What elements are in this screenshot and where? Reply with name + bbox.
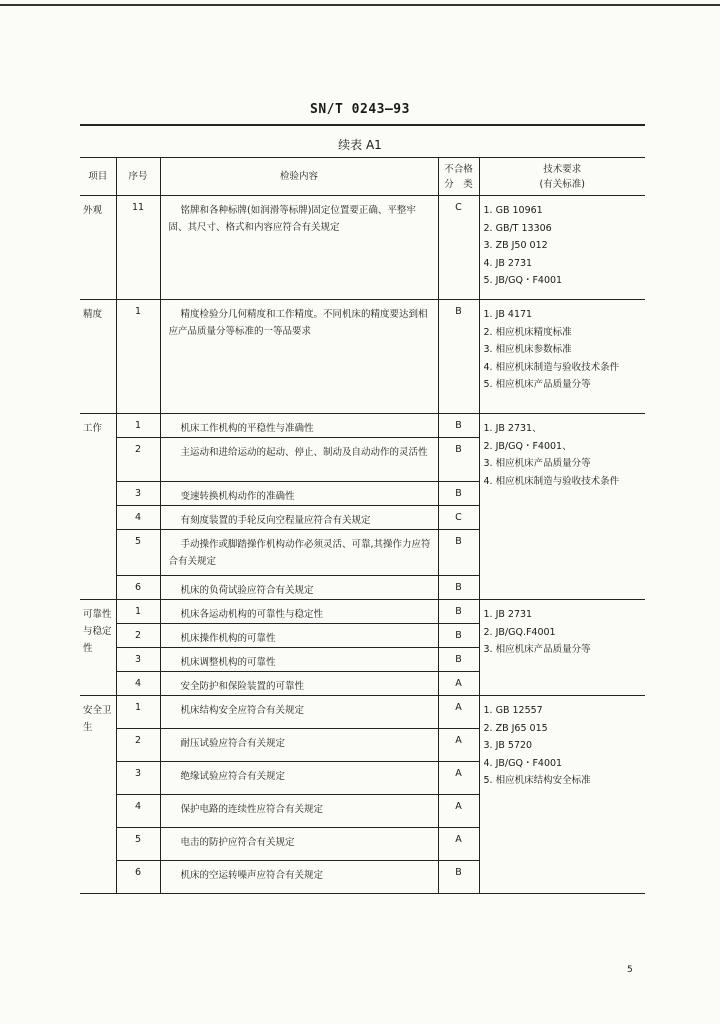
requirement-item: 5. 相应机床产品质量分等 <box>483 379 591 390</box>
content-cell: 手动操作或脚踏操作机构动作必须灵活、可靠,其操作力应符合有关规定 <box>160 530 438 576</box>
content-cell: 机床工作机构的平稳性与准确性 <box>160 414 438 438</box>
table-row <box>80 414 645 438</box>
class-cell: B <box>438 861 479 894</box>
requirement-item: 3. ZB J50 012 <box>483 240 548 251</box>
serial-cell: 5 <box>116 530 160 576</box>
serial-cell: 1 <box>116 414 160 438</box>
content-cell: 保护电路的连续性应符合有关规定 <box>160 795 438 828</box>
col-header-item: 项目 <box>80 158 116 196</box>
requirements-cell <box>479 300 645 414</box>
class-cell: A <box>438 762 479 795</box>
col-header-content: 检验内容 <box>160 158 438 196</box>
table-row <box>80 300 645 414</box>
requirement-item: 1. JB 2731 <box>483 609 533 620</box>
category-cell: 工作 <box>80 414 116 600</box>
serial-cell: 4 <box>116 506 160 530</box>
serial-cell: 1 <box>116 696 160 729</box>
class-cell: B <box>438 576 479 600</box>
content-cell: 电击的防护应符合有关规定 <box>160 828 438 861</box>
class-cell: A <box>438 828 479 861</box>
class-cell: B <box>438 648 479 672</box>
requirement-item: 2. 相应机床精度标准 <box>483 326 572 338</box>
serial-cell: 2 <box>116 438 160 482</box>
serial-cell: 4 <box>116 672 160 696</box>
requirement-item: 4. JB/GQ・F4001 <box>483 757 563 769</box>
serial-cell: 5 <box>116 828 160 861</box>
content-cell: 机床各运动机构的可靠性与稳定性 <box>160 600 438 624</box>
requirement-item: 1. GB 10961 <box>483 205 543 216</box>
requirement-item: 3. JB 5720 <box>483 740 533 751</box>
requirement-item: 1. GB 12557 <box>483 705 543 716</box>
col-header-requirements <box>479 158 645 196</box>
category-cell: 外观 <box>80 196 116 300</box>
content-cell: 铭牌和各种标牌(如润滑等标牌)固定位置要正确、平整牢固、其尺寸、格式和内容应符合有关规定 <box>160 196 438 300</box>
class-cell: A <box>438 795 479 828</box>
class-cell: B <box>438 530 479 576</box>
serial-cell: 11 <box>116 196 160 300</box>
requirement-item: 1. JB 2731、 <box>483 423 542 434</box>
requirement-item: 4. 相应机床制造与验收技术条件 <box>483 475 620 487</box>
table-body <box>80 196 645 894</box>
class-cell: B <box>438 300 479 414</box>
class-cell: B <box>438 482 479 506</box>
table-row <box>80 196 645 300</box>
col-header-req-line1: 技术要求 <box>543 163 582 175</box>
requirement-item: 2. JB/GQ・F4001、 <box>483 440 572 452</box>
content-cell: 机床调整机构的可靠性 <box>160 648 438 672</box>
serial-cell: 6 <box>116 576 160 600</box>
content-cell: 有刻度装置的手轮反向空程量应符合有关规定 <box>160 506 438 530</box>
content-cell: 主运动和进给运动的起动、停止、制动及自动动作的灵活性 <box>160 438 438 482</box>
standard-number-header: SN/T 0243—93 <box>310 102 410 117</box>
category-cell: 安全卫生 <box>80 696 116 894</box>
requirement-item: 5. JB/GQ・F4001 <box>483 275 563 286</box>
class-cell: B <box>438 414 479 438</box>
class-cell: A <box>438 696 479 729</box>
serial-cell: 3 <box>116 482 160 506</box>
class-cell: B <box>438 600 479 624</box>
table-header <box>80 158 645 196</box>
requirements-cell <box>479 600 645 696</box>
table-row <box>80 600 645 624</box>
requirement-item: 4. JB 2731 <box>483 257 533 269</box>
class-cell: A <box>438 729 479 762</box>
serial-cell: 2 <box>116 729 160 762</box>
serial-cell: 1 <box>116 600 160 624</box>
table-caption: 续表 A1 <box>338 138 382 152</box>
content-cell: 变速转换机构动作的准确性 <box>160 482 438 506</box>
col-header-class-line2: 分 类 <box>444 178 473 190</box>
requirement-item: 3. 相应机床产品质量分等 <box>483 644 591 655</box>
requirement-item: 4. 相应机床制造与验收技术条件 <box>483 361 620 373</box>
category-cell: 精度 <box>80 300 116 414</box>
class-cell: B <box>438 624 479 648</box>
col-header-serial: 序号 <box>116 158 160 196</box>
content-cell: 机床操作机构的可靠性 <box>160 624 438 648</box>
content-cell: 安全防护和保险装置的可靠性 <box>160 672 438 696</box>
header-rule <box>80 124 645 126</box>
content-cell: 机床的负荷试验应符合有关规定 <box>160 576 438 600</box>
requirements-cell <box>479 196 645 300</box>
serial-cell: 4 <box>116 795 160 828</box>
serial-cell: 1 <box>116 300 160 414</box>
class-cell: A <box>438 672 479 696</box>
requirements-cell <box>479 696 645 894</box>
serial-cell: 6 <box>116 861 160 894</box>
serial-cell: 3 <box>116 762 160 795</box>
serial-cell: 2 <box>116 624 160 648</box>
requirement-item: 2. ZB J65 015 <box>483 722 548 734</box>
class-cell: C <box>438 506 479 530</box>
content-cell: 机床结构安全应符合有关规定 <box>160 696 438 729</box>
requirement-item: 2. JB/GQ.F4001 <box>483 626 556 638</box>
requirement-item: 5. 相应机床结构安全标准 <box>483 775 591 786</box>
class-cell: B <box>438 438 479 482</box>
col-header-class <box>438 158 479 196</box>
col-header-req-line2: (有关标准) <box>539 178 585 190</box>
top-border-line <box>0 4 720 6</box>
requirement-item: 1. JB 4171 <box>483 309 533 320</box>
serial-cell: 3 <box>116 648 160 672</box>
requirement-item: 3. 相应机床参数标准 <box>483 344 572 355</box>
content-cell: 精度检验分几何精度和工作精度。不同机床的精度要达到相应产品质量分等标准的一等品要求 <box>160 300 438 414</box>
category-cell: 可靠性与稳定性 <box>80 600 116 696</box>
content-cell: 绝缘试验应符合有关规定 <box>160 762 438 795</box>
requirement-item: 3. 相应机床产品质量分等 <box>483 458 591 469</box>
content-cell: 机床的空运转噪声应符合有关规定 <box>160 861 438 894</box>
content-cell: 耐压试验应符合有关规定 <box>160 729 438 762</box>
page-number: 5 <box>627 965 633 975</box>
table-row <box>80 696 645 729</box>
requirements-cell <box>479 414 645 600</box>
class-cell: C <box>438 196 479 300</box>
requirement-item: 2. GB/T 13306 <box>483 222 552 234</box>
col-header-class-line1: 不合格 <box>444 163 473 175</box>
inspection-table <box>80 157 645 894</box>
